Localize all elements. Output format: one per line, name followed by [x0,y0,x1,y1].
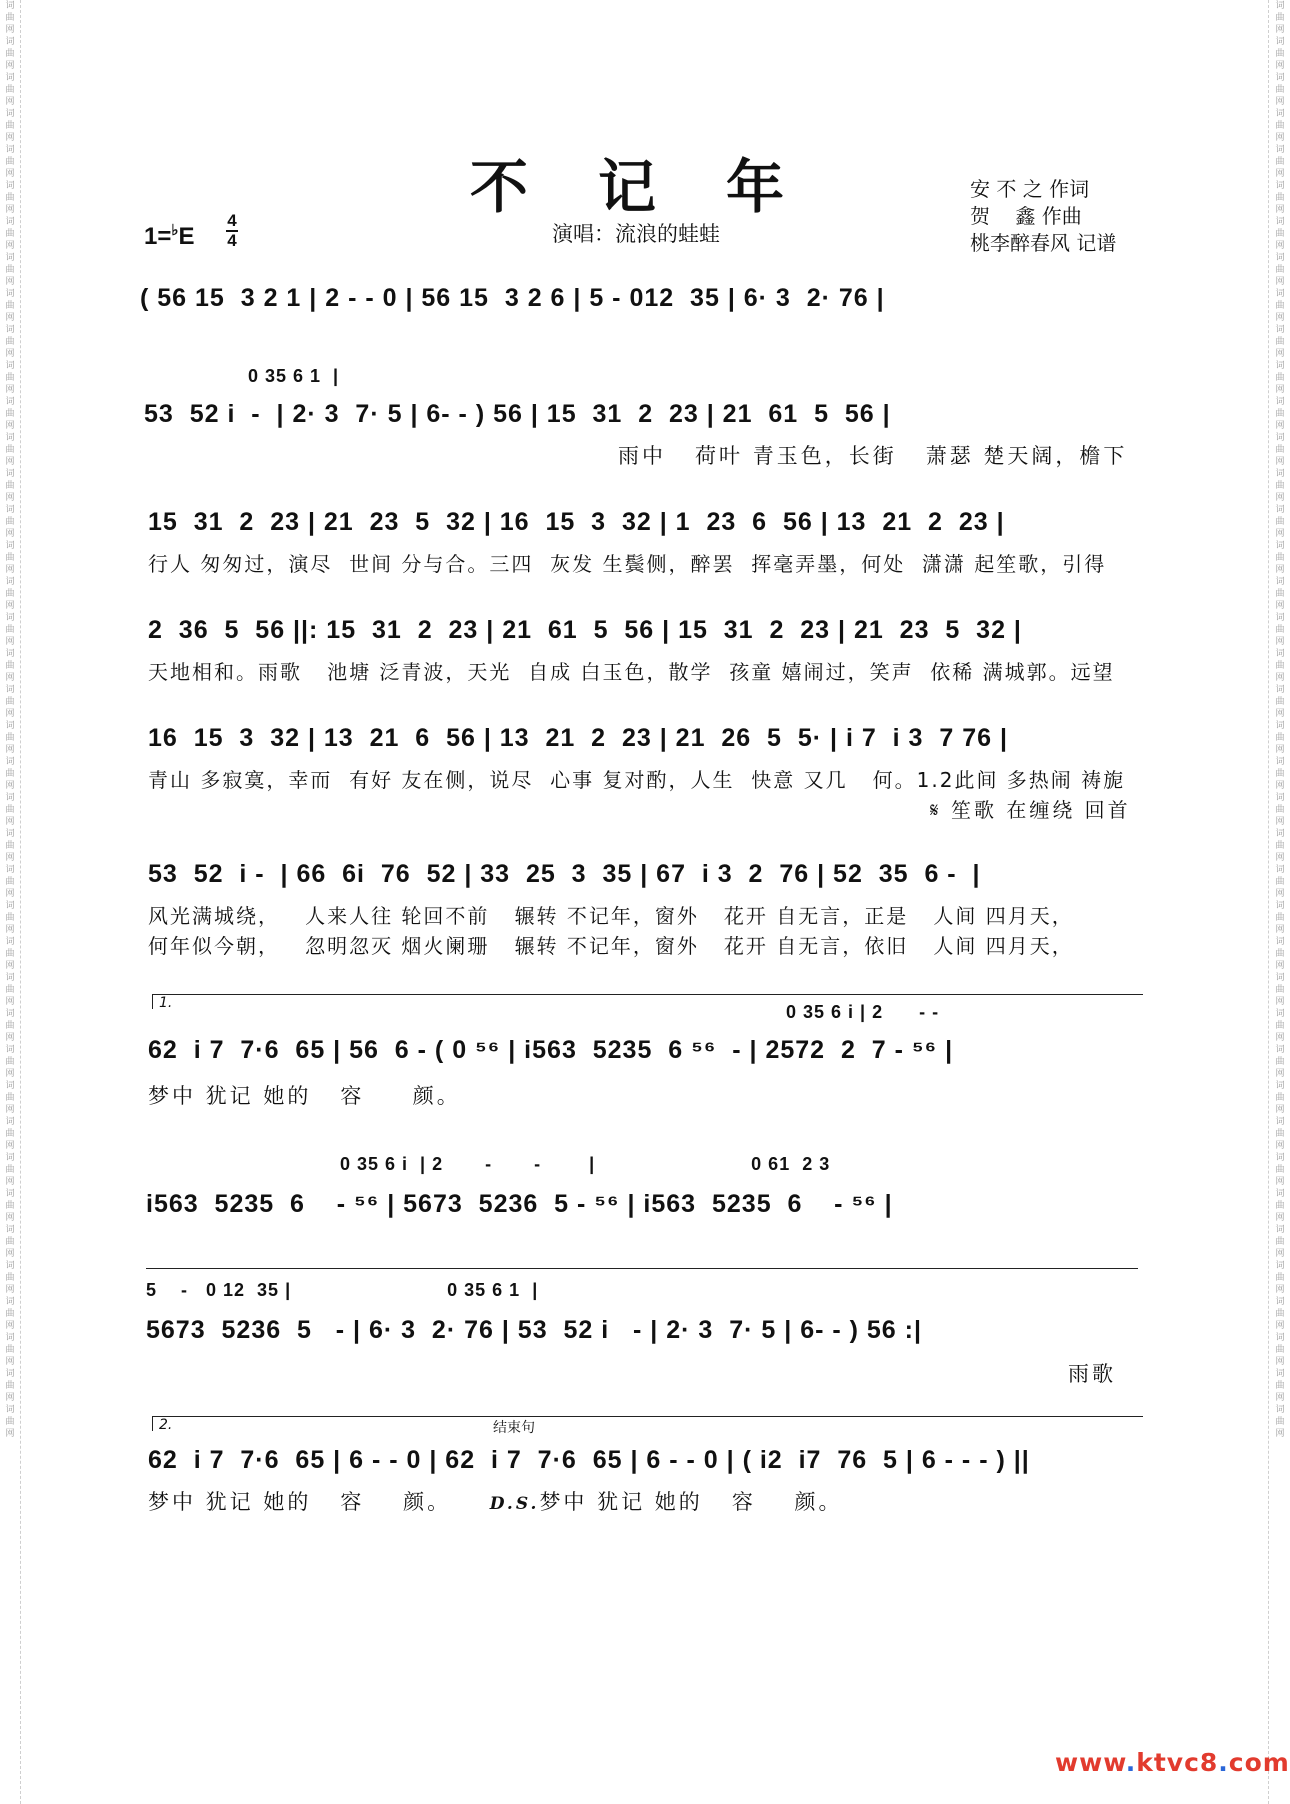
score-line-9-lyrics: 雨歌 [1068,1362,1116,1386]
composer-credit: 贺 鑫 作曲 [970,204,1082,228]
time-signature-bottom: 4 [227,231,237,250]
score-line-8-notes: i563 5235 6 - ⁵⁶ | 5673 5236 5 - ⁵⁶ | i563 5235 6 - ⁵⁶ | [146,1190,893,1218]
score-line-6-lyrics-verse1: 风光满城绕， 人来人往 轮回不前 辗转 不记年，窗外 花开 自无言，正是 人间 四月天， [148,904,1074,928]
ending-lyrics-second: 梦中 犹记 她的 容 颜。 [539,1490,843,1514]
score-line-4-lyrics: 天地相和。雨歌 池塘 泛青波，天光 自成 白玉色，散学 孩童 嬉闹过，笑声 依稀 满城郭。远望 [148,660,1115,684]
site-watermark [1055,1748,1290,1777]
score-line-5-lyrics: 青山 多寂寞，幸而 有好 友在侧，说尽 心事 复对酌，人生 快意 又几 何。1.2此间 多热闹 祷旎 [148,768,1126,792]
right-border-rule [1268,0,1269,1804]
score-line-9-notes: 5673 5236 5 - | 6· 3 2· 76 | 53 52 i - | 2· 3 7· 5 | 6- - ) 56 :| [146,1316,922,1344]
score-line-6-lyrics-verse2: 何年似今朝， 忽明忽灭 烟火阑珊 辗转 不记年，窗外 花开 自无言，依旧 人间 四月天， [148,934,1074,958]
lyricist-credit: 安 不 之 作词 [970,177,1090,201]
score-line-10-notes: 62 i 7 7·6 65 | 6 - - 0 | 62 i 7 7·6 65 | 6 - - 0 | ( i2 i7 76 5 | 6 - - - ) || [148,1446,1030,1474]
watermark-dot: . [1218,1748,1229,1777]
score-line-2-notes: 53 52 i - | 2· 3 7· 5 | 6- - ) 56 | 15 31 2 23 | 21 61 5 56 | [144,400,891,428]
flat-symbol: ♭ [171,222,179,239]
score-line-10-lyrics [148,1486,843,1516]
ending-phrase-label: 结束句 [493,1420,535,1436]
second-ending-bracket [152,1416,1143,1436]
score-line-7-notes: 62 i 7 7·6 65 | 56 6 - ( 0 ⁵⁶ | i563 5235 6 ⁵⁶ - | 2572 2 7 - ⁵⁶ | [148,1036,954,1064]
score-line-3-lyrics: 行人 匆匆过，演尽 世间 分与合。三四 灰发 生鬓侧，醉罢 挥毫弄墨，何处 潇潇 起笙歌，引得 [148,552,1107,576]
first-ending-bracket [152,994,1143,1009]
right-side-watermark: 词曲网词曲网词曲网词曲网词曲网词曲网词曲网词曲网词曲网词曲网词曲网词曲网词曲网词曲网词曲网词曲网词曲网词曲网词曲网词曲网词曲网词曲网词曲网词曲网词曲网词曲网词曲网词曲网词曲网词曲网词曲网词曲网词曲网词曲网词曲网词曲网词曲网词曲网词曲网词曲网 [1275,1,1285,1439]
singer-credit: 演唱：流浪的蛙蛙 [552,222,720,246]
score-line-7-lyrics: 梦中 犹记 她的 容 颜。 [148,1084,461,1108]
key-note: E [178,223,195,250]
score-line-2-lyrics: 雨中 荷叶 青玉色，长街 萧瑟 楚天阔，檐下 [618,444,1128,468]
credits [970,176,1116,257]
score-line-2-upper-notes: 0 35 6 1 | [248,366,340,386]
score-line-8-upper-notes: 0 35 6 i | 2 - - | 0 61 2 3 [340,1154,831,1174]
dal-segno-marking: D.S. [489,1494,540,1514]
score-line-5-lyrics-segno: 𝄋 笙歌 在缠绕 回首 [930,798,1131,822]
watermark-prefix: www [1055,1748,1126,1777]
second-ending-label: 2. [159,1417,173,1433]
ending-lyrics-first: 梦中 犹记 她的 容 颜。 [148,1490,490,1514]
score-line-4-notes: 2 36 5 56 ||: 15 31 2 23 | 21 61 5 56 | 15 31 2 23 | 21 23 5 32 | [148,616,1022,644]
left-border-rule [20,0,21,1804]
score-line-3-notes: 15 31 2 23 | 21 23 5 32 | 16 15 3 32 | 1 23 6 56 | 13 21 2 23 | [148,508,1005,536]
watermark-domain: ktvc8 [1136,1748,1219,1777]
score-line-5-notes: 16 15 3 32 | 13 21 6 56 | 13 21 2 23 | 21 26 5 5· | i 7 i 3 7 76 | [148,724,1008,752]
song-title: 不记年 [470,153,855,221]
left-side-watermark: 词曲网词曲网词曲网词曲网词曲网词曲网词曲网词曲网词曲网词曲网词曲网词曲网词曲网词曲网词曲网词曲网词曲网词曲网词曲网词曲网词曲网词曲网词曲网词曲网词曲网词曲网词曲网词曲网词曲网词曲网词曲网词曲网词曲网词曲网词曲网词曲网词曲网词曲网词曲网词曲网 [5,1,15,1439]
key-signature [144,221,194,251]
score-line-9-upper-notes: 5 - 0 12 35 | 0 35 6 1 | [146,1280,539,1300]
score-line-7-upper-notes: 0 35 6 i | 2 - - [786,1002,940,1022]
key-prefix: 1= [144,223,172,250]
time-signature-top: 4 [227,211,237,230]
transcriber-credit: 桃李醉春风 记谱 [970,231,1117,255]
first-ending-label: 1. [159,995,173,1011]
watermark-dot: . [1125,1748,1137,1777]
score-line-6-notes: 53 52 i - | 66 6i 76 52 | 33 25 3 35 | 67 i 3 2 76 | 52 35 6 - | [148,860,981,888]
watermark-tld: com [1228,1748,1290,1777]
score-line-1-notes: ( 56 15 3 2 1 | 2 - - 0 | 56 15 3 2 6 | 5 - 012 35 | 6· 3 2· 76 | [140,284,885,312]
time-signature [226,212,238,250]
